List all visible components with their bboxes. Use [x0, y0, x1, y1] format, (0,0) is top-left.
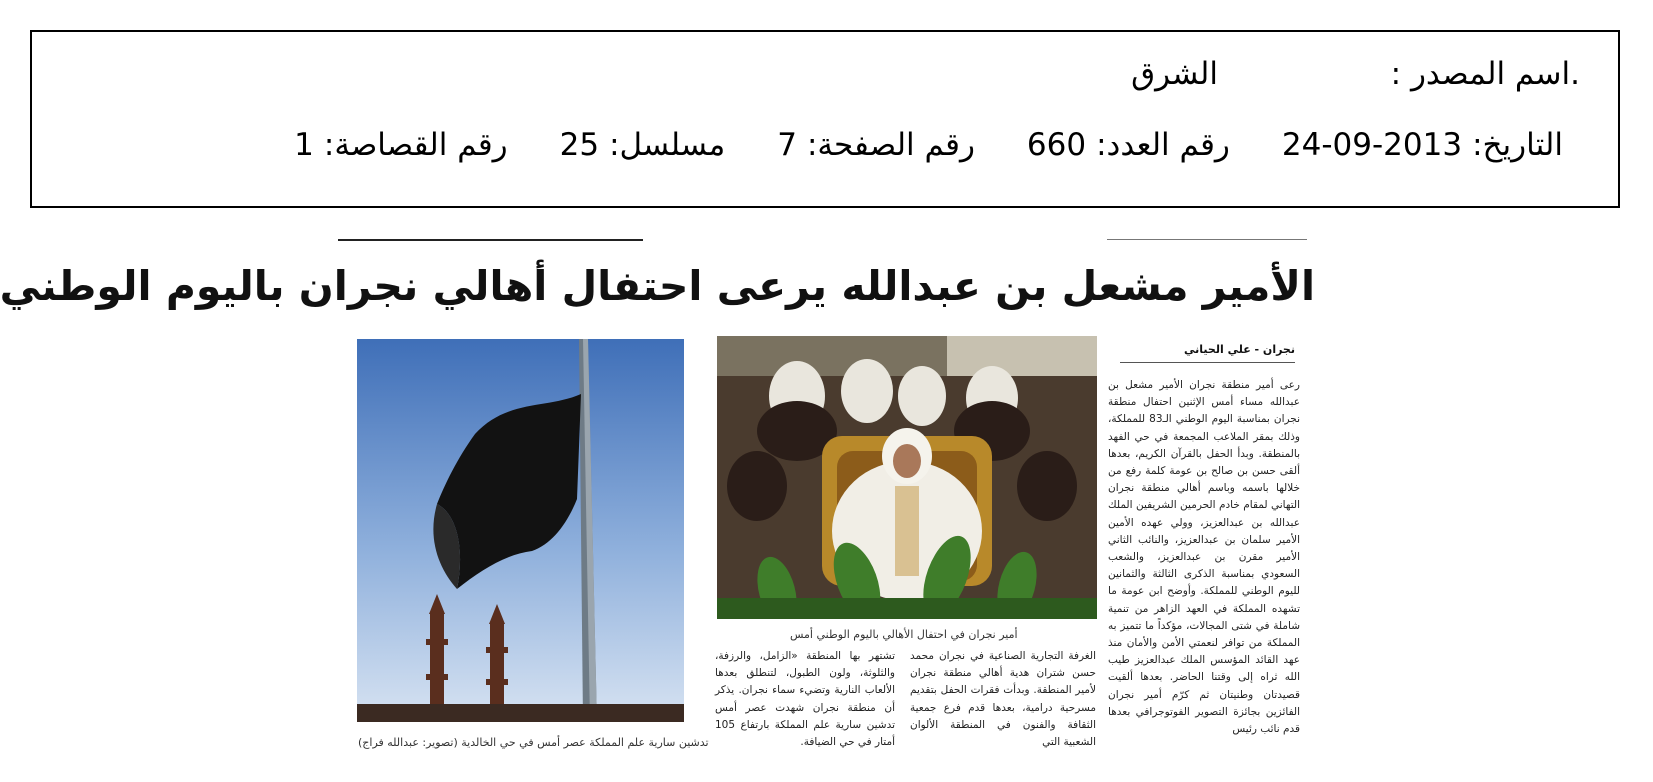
page-value: 7 — [777, 127, 797, 163]
date-label: التاريخ: — [1472, 127, 1563, 163]
issue-label: رقم العدد: — [1096, 127, 1230, 163]
ceremony-photo-caption: أمير نجران في احتفال الأهالي باليوم الوطني أمس — [790, 628, 1018, 641]
source-info-box — [30, 30, 1620, 208]
ceremony-photo — [717, 336, 1097, 619]
issue-value: 660 — [1026, 127, 1087, 163]
flag-pole-photo — [357, 339, 684, 722]
article-column-2 — [910, 648, 1096, 751]
date-value: 24-09-2013 — [1281, 127, 1463, 163]
clipping-label: رقم القصاصة: — [323, 127, 508, 163]
page-label: رقم الصفحة: — [806, 127, 975, 163]
top-rule-right — [1107, 239, 1307, 240]
article-headline: الأمير مشعل بن عبدالله يرعى احتفال أهالي نجران باليوم الوطني — [0, 262, 1315, 310]
serial-value: 25 — [559, 127, 600, 163]
column-2-text: الغرفة التجارية الصناعية في نجران محمد حسن شتران هدية أهالي منطقة نجران لأمير المنطقة. وبدأت فقرات الحفل بتقديم مسرحية درامية، بعدها قدم فرع جمعية الثقافة والفنون في المنطقة الألوان الشعبية التي — [910, 650, 1096, 749]
article-byline: نجران - علي الحياني — [1120, 343, 1295, 363]
article-column-1 — [1108, 377, 1300, 738]
clipping-value: 1 — [294, 127, 314, 163]
flag-photo-caption: تدشين سارية علم المملكة عصر أمس في حي الخالدية (تصوير: عبدالله فراج) — [358, 736, 709, 749]
article-column-3 — [715, 648, 895, 751]
column-1-text: رعى أمير منطقة نجران الأمير مشعل بن عبدالله مساء أمس الإثنين احتفال منطقة نجران بمناسبة اليوم الوطني الـ83 للمملكة، وذلك بمقر الملاعب المجمعة في حي الفهد بالمنطقة. وبدأ الحفل بالقرآن الكريم، بعدها ألقى حسن بن صالح بن عومة كلمة رفع من خلالها باسمه وباسم أهالي منطقة نجران التهاني لمقام خادم الحرمين الشريفين الملك عبدالله بن عبدالعزيز، وولي عهده الأمين الأمير سلمان بن عبدالعزيز، والنائب الثاني الأمير مقرن بن عبدالعزيز، والشعب السعودي بمناسبة الذكرى الثالثة والثمانين لليوم الوطني للمملكة. وأوضح ابن عومة ما تشهده المملكة في العهد الزاهر من تنمية شاملة في شتى المجالات، مؤكداً ما تتميز به المملكة من توافر لنعمتي الأمن والأمان منذ عهد القائد المؤسس الملك عبدالعزيز طيب الله ثراه إلى وقتنا الحاضر. بعدها ألقيت قصيدتان وطنيتان ثم كرّم أمير نجران الفائزين بجائزة التصوير الفوتوجرافي بعدها قدم نائب رئيس — [1108, 379, 1300, 736]
serial-label: مسلسل: — [609, 127, 726, 163]
source-label: .اسم المصدر : — [1390, 56, 1580, 92]
source-value: الشرق — [1131, 56, 1218, 92]
top-rule-left — [338, 239, 643, 241]
metadata-row — [294, 127, 1563, 163]
column-3-text: تشتهر بها المنطقة «الزامل، والرزفة، والثلوثة، ولون الطبول، لتنطلق بعدها الألعاب النارية وتضيء سماء نجران. يذكر أن منطقة نجران شهدت عصر أمس تدشين سارية علم المملكة بارتفاع 105 أمتار في حي الضيافة. — [715, 650, 895, 749]
